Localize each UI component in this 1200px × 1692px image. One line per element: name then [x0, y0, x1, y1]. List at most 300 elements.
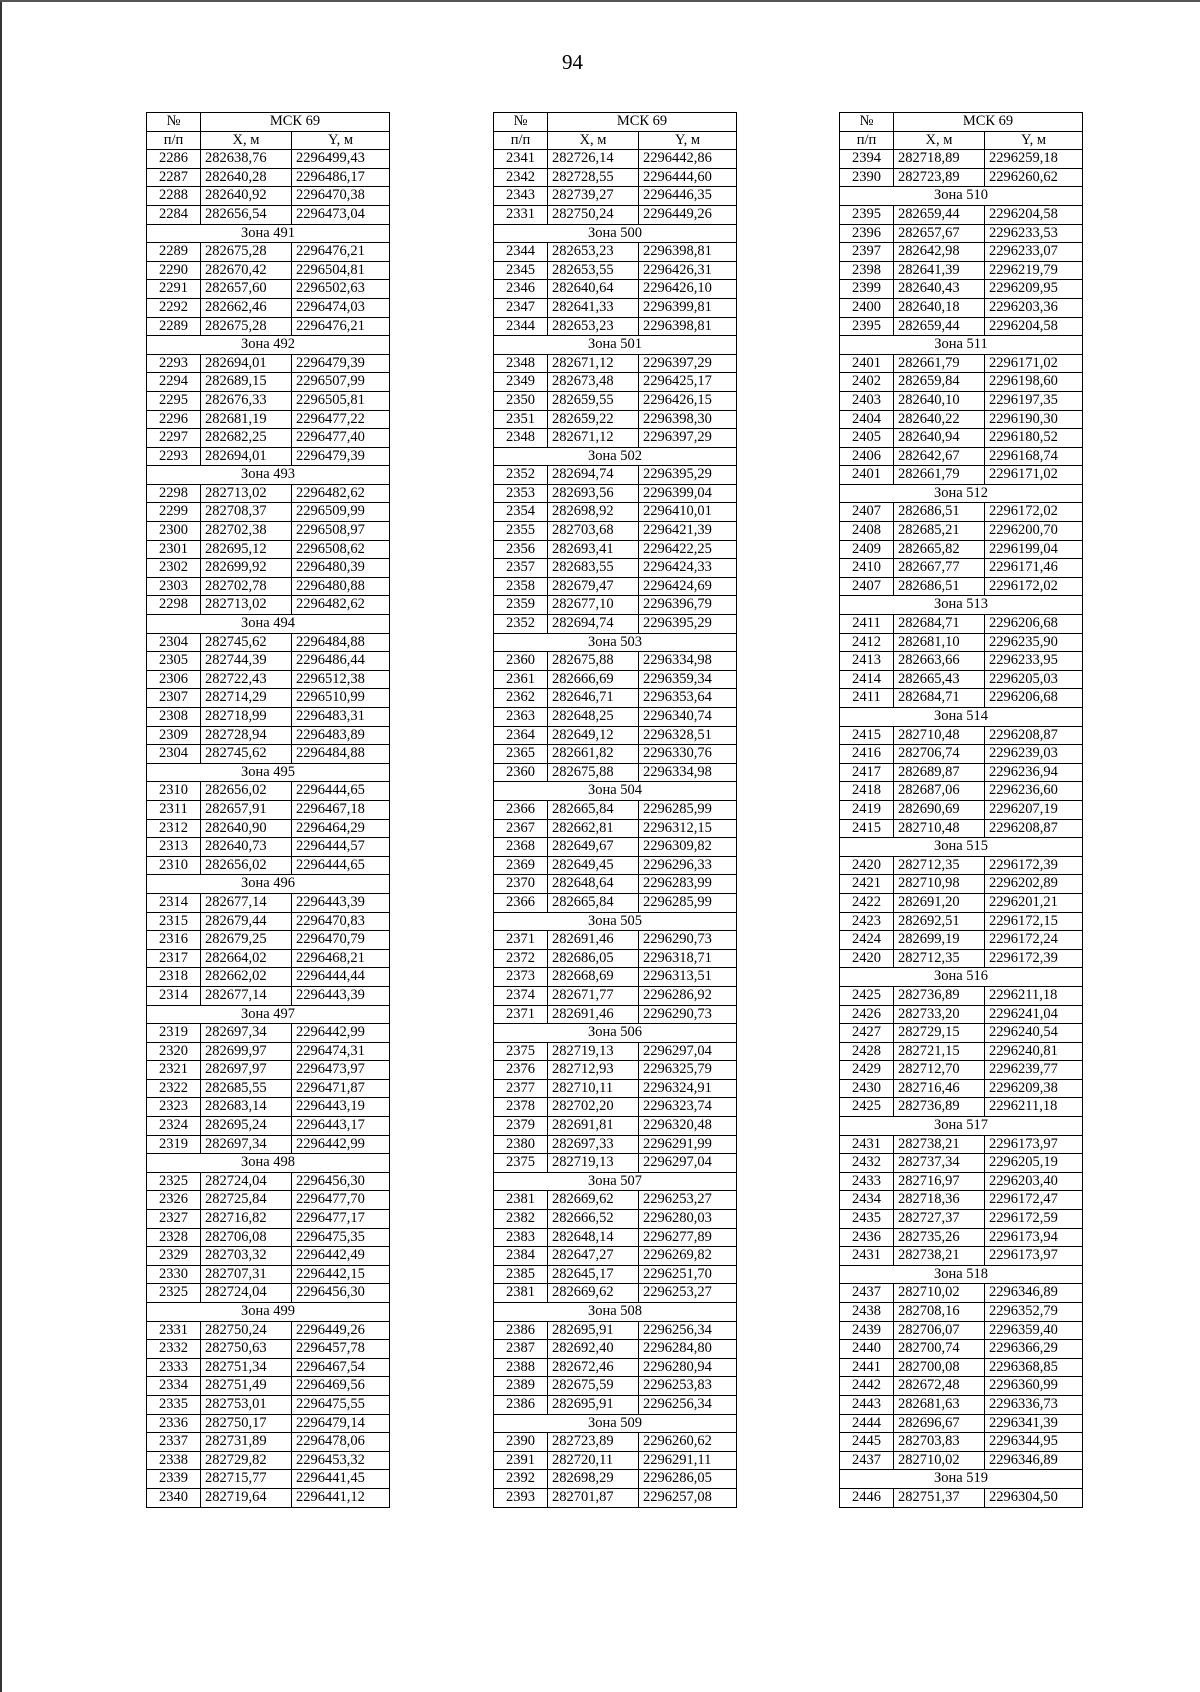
point-number-cell: 2369	[494, 856, 548, 875]
y-coordinate-cell: 2296233,07	[985, 243, 1083, 262]
y-coordinate-cell: 2296477,22	[292, 410, 390, 429]
table-row	[840, 224, 1083, 243]
table-row	[494, 1061, 737, 1080]
x-coordinate-cell: 282731,89	[201, 1433, 292, 1452]
y-coordinate-cell: 2296296,33	[639, 856, 737, 875]
point-number-cell: 2431	[840, 1135, 894, 1154]
y-coordinate-cell: 2296446,35	[639, 187, 737, 206]
x-coordinate-cell: 282661,79	[894, 354, 985, 373]
x-coordinate-cell: 282699,97	[201, 1042, 292, 1061]
x-coordinate-cell: 282640,22	[894, 410, 985, 429]
table-row	[147, 1079, 390, 1098]
zone-label: Зона 498	[147, 1154, 390, 1173]
x-coordinate-cell: 282647,27	[548, 1247, 639, 1266]
zone-label: Зона 491	[147, 224, 390, 243]
table-row	[840, 577, 1083, 596]
x-coordinate-cell: 282675,88	[548, 763, 639, 782]
table-row	[147, 1451, 390, 1470]
point-number-cell: 2354	[494, 503, 548, 522]
x-coordinate-cell: 282736,89	[894, 1098, 985, 1117]
x-coordinate-cell: 282653,23	[548, 243, 639, 262]
table-row	[147, 503, 390, 522]
table-row	[840, 1228, 1083, 1247]
table-row	[147, 1210, 390, 1229]
point-number-cell: 2352	[494, 615, 548, 634]
point-number-cell: 2387	[494, 1340, 548, 1359]
y-coordinate-cell: 2296172,39	[985, 856, 1083, 875]
point-number-cell: 2391	[494, 1451, 548, 1470]
y-coordinate-cell: 2296286,92	[639, 986, 737, 1005]
table-row	[494, 280, 737, 299]
zone-header-row	[147, 1005, 390, 1024]
table-row	[147, 1098, 390, 1117]
point-number-cell: 2421	[840, 875, 894, 894]
zone-label: Зона 492	[147, 336, 390, 355]
y-coordinate-cell: 2296206,68	[985, 615, 1083, 634]
zone-header-row	[840, 336, 1083, 355]
x-coordinate-cell: 282686,51	[894, 577, 985, 596]
point-number-cell: 2406	[840, 447, 894, 466]
table-row	[147, 429, 390, 448]
x-coordinate-cell: 282691,20	[894, 893, 985, 912]
y-coordinate-cell: 2296469,56	[292, 1377, 390, 1396]
header-number-sub: п/п	[494, 131, 548, 150]
header-x: X, м	[201, 131, 292, 150]
table-row	[840, 1284, 1083, 1303]
point-number-cell: 2323	[147, 1098, 201, 1117]
table-row	[494, 1265, 737, 1284]
point-number-cell: 2348	[494, 429, 548, 448]
table-row	[147, 391, 390, 410]
point-number-cell: 2379	[494, 1117, 548, 1136]
x-coordinate-cell: 282745,62	[201, 633, 292, 652]
y-coordinate-cell: 2296171,46	[985, 559, 1083, 578]
y-coordinate-cell: 2296334,98	[639, 652, 737, 671]
point-number-cell: 2395	[840, 317, 894, 336]
table-row	[494, 261, 737, 280]
table-row	[147, 1265, 390, 1284]
table-row	[147, 689, 390, 708]
table-row	[494, 168, 737, 187]
y-coordinate-cell: 2296172,15	[985, 912, 1083, 931]
y-coordinate-cell: 2296280,94	[639, 1358, 737, 1377]
table-row	[840, 243, 1083, 262]
y-coordinate-cell: 2296449,26	[639, 205, 737, 224]
zone-header-row	[494, 447, 737, 466]
x-coordinate-cell: 282677,14	[201, 893, 292, 912]
point-number-cell: 2372	[494, 949, 548, 968]
y-coordinate-cell: 2296313,51	[639, 968, 737, 987]
x-coordinate-cell: 282662,81	[548, 819, 639, 838]
x-coordinate-cell: 282712,35	[894, 949, 985, 968]
point-number-cell: 2298	[147, 484, 201, 503]
y-coordinate-cell: 2296236,94	[985, 763, 1083, 782]
table-row	[840, 986, 1083, 1005]
zone-header-row	[147, 466, 390, 485]
point-number-cell: 2426	[840, 1005, 894, 1024]
x-coordinate-cell: 282659,22	[548, 410, 639, 429]
x-coordinate-cell: 282702,38	[201, 522, 292, 541]
y-coordinate-cell: 2296426,10	[639, 280, 737, 299]
point-number-cell: 2412	[840, 633, 894, 652]
x-coordinate-cell: 282719,64	[201, 1488, 292, 1507]
y-coordinate-cell: 2296397,29	[639, 429, 737, 448]
zone-header-row	[840, 968, 1083, 987]
x-coordinate-cell: 282716,97	[894, 1172, 985, 1191]
point-number-cell: 2325	[147, 1172, 201, 1191]
x-coordinate-cell: 282753,01	[201, 1395, 292, 1414]
point-number-cell: 2401	[840, 466, 894, 485]
x-coordinate-cell: 282745,62	[201, 745, 292, 764]
y-coordinate-cell: 2296206,68	[985, 689, 1083, 708]
point-number-cell: 2309	[147, 726, 201, 745]
point-number-cell: 2298	[147, 596, 201, 615]
x-coordinate-cell: 282661,82	[548, 745, 639, 764]
table-row	[147, 1358, 390, 1377]
point-number-cell: 2411	[840, 615, 894, 634]
y-coordinate-cell: 2296340,74	[639, 708, 737, 727]
point-number-cell: 2404	[840, 410, 894, 429]
point-number-cell: 2302	[147, 559, 201, 578]
x-coordinate-cell: 282699,19	[894, 931, 985, 950]
y-coordinate-cell: 2296207,19	[985, 800, 1083, 819]
point-number-cell: 2314	[147, 986, 201, 1005]
x-coordinate-cell: 282722,43	[201, 670, 292, 689]
x-coordinate-cell: 282697,34	[201, 1135, 292, 1154]
point-number-cell: 2407	[840, 503, 894, 522]
x-coordinate-cell: 282735,26	[894, 1228, 985, 1247]
point-number-cell: 2373	[494, 968, 548, 987]
y-coordinate-cell: 2296410,01	[639, 503, 737, 522]
point-number-cell: 2310	[147, 782, 201, 801]
y-coordinate-cell: 2296209,95	[985, 280, 1083, 299]
x-coordinate-cell: 282682,25	[201, 429, 292, 448]
table-row	[147, 1340, 390, 1359]
point-number-cell: 2386	[494, 1321, 548, 1340]
y-coordinate-cell: 2296172,24	[985, 931, 1083, 950]
table-row	[840, 1079, 1083, 1098]
x-coordinate-cell: 282679,25	[201, 931, 292, 950]
point-number-cell: 2428	[840, 1042, 894, 1061]
point-number-cell: 2367	[494, 819, 548, 838]
x-coordinate-cell: 282713,02	[201, 596, 292, 615]
point-number-cell: 2337	[147, 1433, 201, 1452]
point-number-cell: 2437	[840, 1284, 894, 1303]
table-row	[147, 373, 390, 392]
point-number-cell: 2306	[147, 670, 201, 689]
y-coordinate-cell: 2296236,60	[985, 782, 1083, 801]
table-row	[147, 280, 390, 299]
point-number-cell: 2346	[494, 280, 548, 299]
table-row	[147, 1228, 390, 1247]
table-row	[494, 205, 737, 224]
x-coordinate-cell: 282718,99	[201, 708, 292, 727]
y-coordinate-cell: 2296368,85	[985, 1358, 1083, 1377]
x-coordinate-cell: 282712,35	[894, 856, 985, 875]
x-coordinate-cell: 282696,67	[894, 1414, 985, 1433]
page-edge	[0, 0, 2, 1692]
point-number-cell: 2401	[840, 354, 894, 373]
x-coordinate-cell: 282695,91	[548, 1321, 639, 1340]
y-coordinate-cell: 2296456,30	[292, 1284, 390, 1303]
point-number-cell: 2442	[840, 1377, 894, 1396]
x-coordinate-cell: 282720,11	[548, 1451, 639, 1470]
point-number-cell: 2288	[147, 187, 201, 206]
y-coordinate-cell: 2296352,79	[985, 1303, 1083, 1322]
y-coordinate-cell: 2296205,03	[985, 670, 1083, 689]
coordinates-table	[493, 112, 737, 1508]
header-coordinate-system: МСК 69	[201, 113, 390, 132]
y-coordinate-cell: 2296478,06	[292, 1433, 390, 1452]
point-number-cell: 2320	[147, 1042, 201, 1061]
y-coordinate-cell: 2296397,29	[639, 354, 737, 373]
point-number-cell: 2424	[840, 931, 894, 950]
x-coordinate-cell: 282657,60	[201, 280, 292, 299]
table-row	[494, 354, 737, 373]
x-coordinate-cell: 282683,14	[201, 1098, 292, 1117]
x-coordinate-cell: 282723,89	[894, 168, 985, 187]
point-number-cell: 2366	[494, 800, 548, 819]
zone-label: Зона 506	[494, 1024, 737, 1043]
x-coordinate-cell: 282697,34	[201, 1024, 292, 1043]
table-row	[840, 633, 1083, 652]
x-coordinate-cell: 282703,83	[894, 1433, 985, 1452]
x-coordinate-cell: 282701,87	[548, 1488, 639, 1507]
y-coordinate-cell: 2296508,62	[292, 540, 390, 559]
y-coordinate-cell: 2296253,27	[639, 1191, 737, 1210]
table-row	[494, 466, 737, 485]
point-number-cell: 2325	[147, 1284, 201, 1303]
y-coordinate-cell: 2296172,59	[985, 1210, 1083, 1229]
x-coordinate-cell: 282665,84	[548, 800, 639, 819]
table-row	[840, 800, 1083, 819]
x-coordinate-cell: 282716,46	[894, 1079, 985, 1098]
table-row	[147, 168, 390, 187]
point-number-cell: 2336	[147, 1414, 201, 1433]
point-number-cell: 2443	[840, 1395, 894, 1414]
point-number-cell: 2319	[147, 1024, 201, 1043]
point-number-cell: 2392	[494, 1470, 548, 1489]
y-coordinate-cell: 2296290,73	[639, 931, 737, 950]
x-coordinate-cell: 282706,74	[894, 745, 985, 764]
y-coordinate-cell: 2296444,57	[292, 838, 390, 857]
x-coordinate-cell: 282750,17	[201, 1414, 292, 1433]
table-row	[147, 1042, 390, 1061]
header-number: №	[494, 113, 548, 132]
y-coordinate-cell: 2296328,51	[639, 726, 737, 745]
table-row	[840, 559, 1083, 578]
zone-header-row	[494, 633, 737, 652]
x-coordinate-cell: 282692,40	[548, 1340, 639, 1359]
point-number-cell: 2427	[840, 1024, 894, 1043]
y-coordinate-cell: 2296395,29	[639, 615, 737, 634]
x-coordinate-cell: 282659,44	[894, 317, 985, 336]
point-number-cell: 2293	[147, 447, 201, 466]
table-row	[147, 800, 390, 819]
x-coordinate-cell: 282641,33	[548, 298, 639, 317]
point-number-cell: 2301	[147, 540, 201, 559]
point-number-cell: 2353	[494, 484, 548, 503]
point-number-cell: 2334	[147, 1377, 201, 1396]
table-row	[494, 1395, 737, 1414]
x-coordinate-cell: 282694,01	[201, 354, 292, 373]
table-row	[840, 949, 1083, 968]
table-row	[840, 931, 1083, 950]
y-coordinate-cell: 2296168,74	[985, 447, 1083, 466]
y-coordinate-cell: 2296470,83	[292, 912, 390, 931]
x-coordinate-cell: 282677,14	[201, 986, 292, 1005]
point-number-cell: 2382	[494, 1210, 548, 1229]
point-number-cell: 2414	[840, 670, 894, 689]
zone-header-row	[840, 1470, 1083, 1489]
y-coordinate-cell: 2296180,52	[985, 429, 1083, 448]
table-row	[494, 1154, 737, 1173]
x-coordinate-cell: 282671,12	[548, 429, 639, 448]
point-number-cell: 2330	[147, 1265, 201, 1284]
x-coordinate-cell: 282675,88	[548, 652, 639, 671]
table-row	[494, 1117, 737, 1136]
table-row	[147, 187, 390, 206]
point-number-cell: 2445	[840, 1433, 894, 1452]
y-coordinate-cell: 2296477,40	[292, 429, 390, 448]
y-coordinate-cell: 2296334,98	[639, 763, 737, 782]
x-coordinate-cell: 282750,24	[201, 1321, 292, 1340]
point-number-cell: 2316	[147, 931, 201, 950]
table-row	[147, 819, 390, 838]
table-row	[840, 1340, 1083, 1359]
zone-label: Зона 504	[494, 782, 737, 801]
table-row	[147, 782, 390, 801]
zone-header-row	[494, 1414, 737, 1433]
y-coordinate-cell: 2296442,49	[292, 1247, 390, 1266]
table-row	[494, 1284, 737, 1303]
point-number-cell: 2289	[147, 243, 201, 262]
table-row	[840, 1172, 1083, 1191]
y-coordinate-cell: 2296203,40	[985, 1172, 1083, 1191]
table-row	[494, 1005, 737, 1024]
point-number-cell: 2333	[147, 1358, 201, 1377]
point-number-cell: 2319	[147, 1135, 201, 1154]
point-number-cell: 2344	[494, 243, 548, 262]
y-coordinate-cell: 2296260,62	[639, 1433, 737, 1452]
table-row	[840, 782, 1083, 801]
x-coordinate-cell: 282728,94	[201, 726, 292, 745]
table-row	[840, 168, 1083, 187]
table-row	[147, 1247, 390, 1266]
x-coordinate-cell: 282666,69	[548, 670, 639, 689]
y-coordinate-cell: 2296320,48	[639, 1117, 737, 1136]
zone-label: Зона 508	[494, 1303, 737, 1322]
y-coordinate-cell: 2296233,95	[985, 652, 1083, 671]
zone-label: Зона 507	[494, 1172, 737, 1191]
x-coordinate-cell: 282737,34	[894, 1154, 985, 1173]
y-coordinate-cell: 2296486,44	[292, 652, 390, 671]
zone-label: Зона 517	[840, 1117, 1083, 1136]
y-coordinate-cell: 2296398,81	[639, 243, 737, 262]
x-coordinate-cell: 282669,62	[548, 1191, 639, 1210]
y-coordinate-cell: 2296291,99	[639, 1135, 737, 1154]
x-coordinate-cell: 282683,55	[548, 559, 639, 578]
header-number: №	[147, 113, 201, 132]
y-coordinate-cell: 2296479,14	[292, 1414, 390, 1433]
table-row	[494, 317, 737, 336]
y-coordinate-cell: 2296325,79	[639, 1061, 737, 1080]
y-coordinate-cell: 2296504,81	[292, 261, 390, 280]
point-number-cell: 2375	[494, 1042, 548, 1061]
y-coordinate-cell: 2296200,70	[985, 522, 1083, 541]
point-number-cell: 2388	[494, 1358, 548, 1377]
table-row	[147, 1488, 390, 1507]
zone-header-row	[494, 912, 737, 931]
point-number-cell: 2432	[840, 1154, 894, 1173]
table-row	[494, 931, 737, 950]
table-row	[494, 745, 737, 764]
point-number-cell: 2284	[147, 205, 201, 224]
table-row	[494, 708, 737, 727]
x-coordinate-cell: 282679,47	[548, 577, 639, 596]
y-coordinate-cell: 2296239,77	[985, 1061, 1083, 1080]
x-coordinate-cell: 282725,84	[201, 1191, 292, 1210]
point-number-cell: 2358	[494, 577, 548, 596]
header-y: Y, м	[985, 131, 1083, 150]
header-y: Y, м	[639, 131, 737, 150]
point-number-cell: 2377	[494, 1079, 548, 1098]
point-number-cell: 2435	[840, 1210, 894, 1229]
x-coordinate-cell: 282710,48	[894, 819, 985, 838]
x-coordinate-cell: 282638,76	[201, 150, 292, 169]
table-row	[494, 1358, 737, 1377]
table-row	[147, 596, 390, 615]
table-row	[147, 1191, 390, 1210]
y-coordinate-cell: 2296475,35	[292, 1228, 390, 1247]
point-number-cell: 2384	[494, 1247, 548, 1266]
point-number-cell: 2352	[494, 466, 548, 485]
table-row	[494, 1321, 737, 1340]
y-coordinate-cell: 2296424,69	[639, 577, 737, 596]
table-row	[147, 1172, 390, 1191]
point-number-cell: 2390	[494, 1433, 548, 1452]
table-row	[840, 875, 1083, 894]
x-coordinate-cell: 282686,51	[894, 503, 985, 522]
y-coordinate-cell: 2296211,18	[985, 1098, 1083, 1117]
x-coordinate-cell: 282672,46	[548, 1358, 639, 1377]
x-coordinate-cell: 282714,29	[201, 689, 292, 708]
point-number-cell: 2415	[840, 819, 894, 838]
table-row	[840, 1451, 1083, 1470]
table-row	[494, 1135, 737, 1154]
point-number-cell: 2332	[147, 1340, 201, 1359]
table-row	[494, 1470, 737, 1489]
table-row	[840, 670, 1083, 689]
x-coordinate-cell: 282673,48	[548, 373, 639, 392]
page-number: 94	[562, 50, 583, 74]
table-row	[840, 205, 1083, 224]
x-coordinate-cell: 282668,69	[548, 968, 639, 987]
y-coordinate-cell: 2296512,38	[292, 670, 390, 689]
x-coordinate-cell: 282646,71	[548, 689, 639, 708]
table-row	[494, 726, 737, 745]
point-number-cell: 2417	[840, 763, 894, 782]
x-coordinate-cell: 282640,18	[894, 298, 985, 317]
table-row	[840, 150, 1083, 169]
point-number-cell: 2363	[494, 708, 548, 727]
x-coordinate-cell: 282640,90	[201, 819, 292, 838]
x-coordinate-cell: 282719,13	[548, 1154, 639, 1173]
point-number-cell: 2347	[494, 298, 548, 317]
point-number-cell: 2287	[147, 168, 201, 187]
point-number-cell: 2434	[840, 1191, 894, 1210]
header-number: №	[840, 113, 894, 132]
